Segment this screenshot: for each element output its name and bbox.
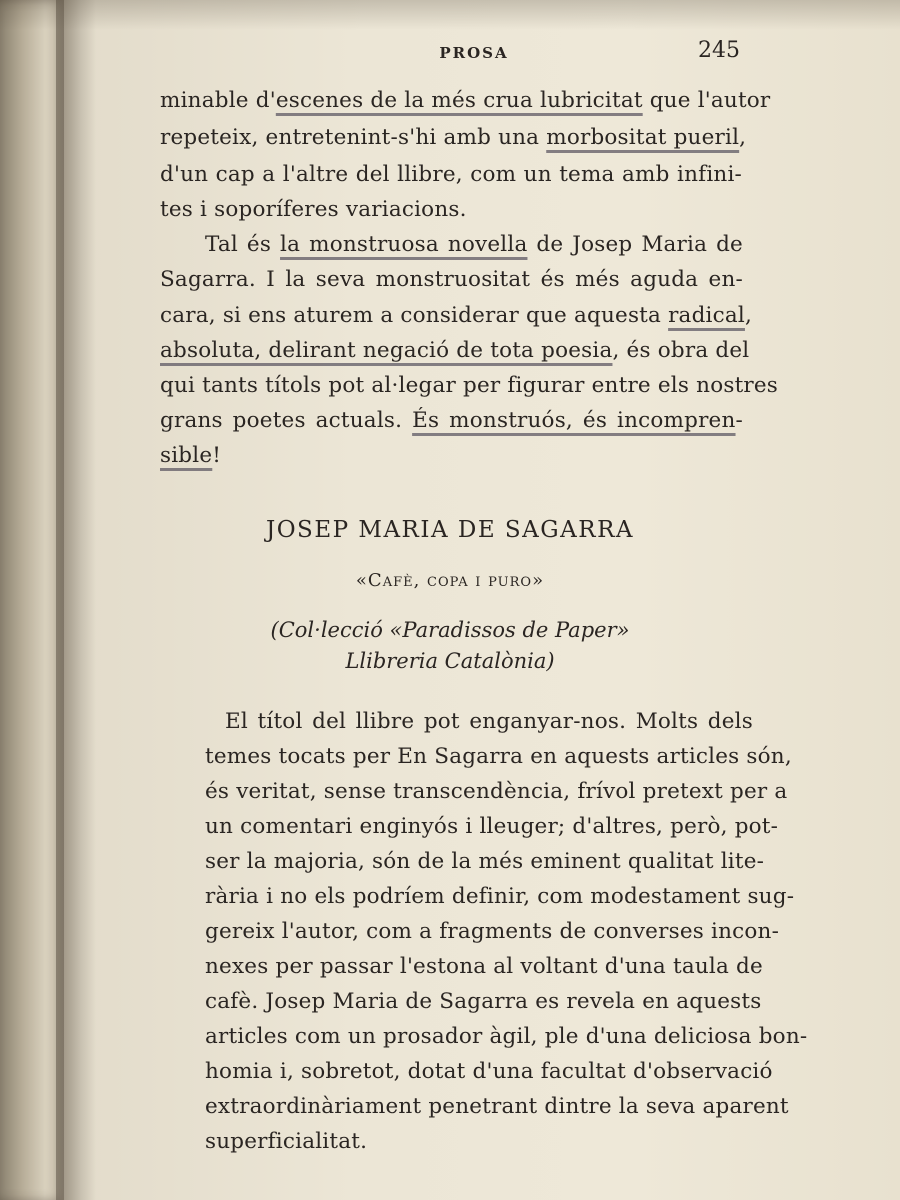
text-line: grans poetes actuals. És monstruós, és incompren- (160, 408, 743, 433)
text-line: cara, si ens aturem a considerar que aquesta radical, (160, 303, 752, 328)
pencil-underline: sible (160, 443, 213, 468)
section-book-title: «Cafè, copa i puro» (355, 570, 545, 591)
text-line: articles com un prosador àgil, ple d'una deliciosa bon- (205, 1024, 808, 1049)
text-line: un comentari enginyós i lleuger; d'altres, però, pot- (205, 814, 779, 839)
text-line: extraordinàriament penetrant dintre la seva aparent (205, 1094, 789, 1119)
text-line: repeteix, entretenint-s'hi amb una morbositat pueril, (160, 125, 747, 150)
pencil-underline: morbositat pueril (546, 125, 740, 150)
section-author: JOSEP MARIA DE SAGARRA (265, 517, 635, 543)
pencil-underline: absoluta, delirant negació de tota poesia (160, 338, 613, 363)
text-line: El títol del llibre pot enganyar-nos. Molts dels (225, 709, 753, 734)
text-line: tes i soporíferes variacions. (160, 197, 467, 222)
pencil-underline: radical (668, 303, 745, 328)
page-header (160, 38, 740, 68)
text-line: superficialitat. (205, 1129, 368, 1154)
text-line: Sagarra. I la seva monstruositat és més aguda en- (160, 267, 743, 292)
text-line: nexes per passar l'estona al voltant d'una taula de (205, 954, 763, 979)
page-number: 245 (698, 38, 740, 63)
text-line: sible! (160, 443, 222, 468)
text-line: d'un cap a l'altre del llibre, com un tema amb infini- (160, 162, 742, 187)
collection-line-1: (Col·lecció «Paradissos de Paper» (270, 618, 630, 642)
text-line: qui tants títols pot al·legar per figurar entre els nostres (160, 373, 779, 398)
pencil-underline: la monstruosa novella (280, 232, 528, 257)
text-line: absoluta, delirant negació de tota poesia, és obra del (160, 338, 750, 363)
pencil-underline: escenes de la més crua lubricitat (275, 88, 643, 113)
text-line: ser la majoria, són de la més eminent qualitat lite- (205, 849, 765, 874)
text-line: gereix l'autor, com a fragments de converses incon- (205, 919, 780, 944)
text-line: Tal és la monstruosa novella de Josep Maria de (205, 232, 743, 257)
running-head: PROSA (439, 44, 509, 62)
text-line: minable d'escenes de la més crua lubricitat que l'autor (160, 88, 771, 113)
text-line: homia i, sobretot, dotat d'una facultat d'observació (205, 1059, 773, 1084)
pencil-underline: És monstruós, és incompren (412, 408, 736, 433)
text-line: és veritat, sense transcendència, frívol pretext per a (205, 779, 788, 804)
collection-line-2: Llibreria Catalònia) (345, 649, 555, 673)
text-line: rària i no els podríem definir, com modestament sug- (205, 884, 795, 909)
text-line: temes tocats per En Sagarra en aquests articles són, (205, 744, 792, 769)
text-line: cafè. Josep Maria de Sagarra es revela en aquests (205, 989, 762, 1014)
